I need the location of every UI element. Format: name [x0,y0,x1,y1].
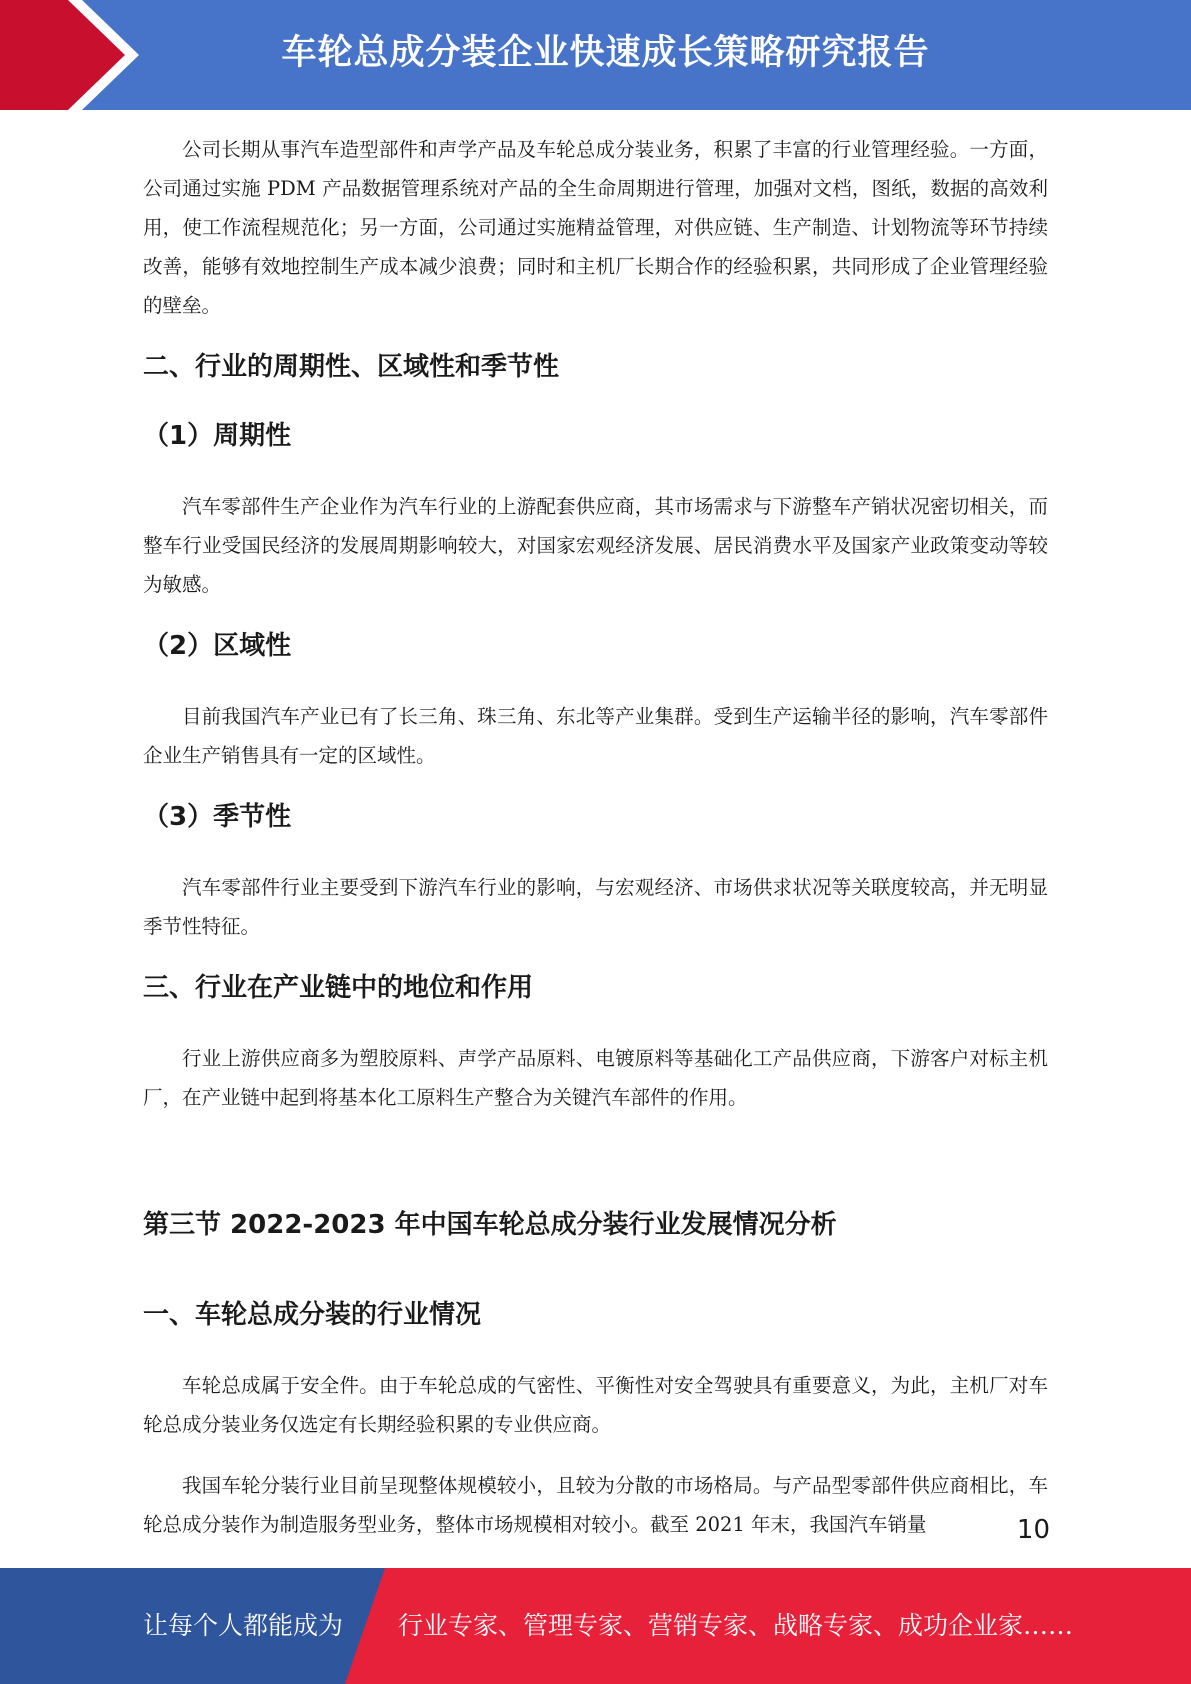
paragraph-regionality: 目前我国汽车产业已有了长三角、珠三角、东北等产业集群。受到生产运输半径的影响，汽车零部件企业生产销售具有一定的区域性。 [143,705,1048,767]
paragraph-seasonality: 汽车零部件行业主要受到下游汽车行业的影响，与宏观经济、市场供求状况等关联度较高，并无明显季节性特征。 [143,876,1048,938]
paragraph-safety-component: 车轮总成属于安全件。由于车轮总成的气密性、平衡性对安全驾驶具有重要意义，为此，主机厂对车轮总成分装业务仅选定有长期经验积累的专业供应商。 [143,1374,1048,1436]
paragraph-management-experience: 公司长期从事汽车造型部件和声学产品及车轮总成分装业务，积累了丰富的行业管理经验。一方面，公司通过实施 PDM 产品数据管理系统对产品的全生命周期进行管理，加强对文档，图纸，数据的高效利用，使工作流程规范化；另一方面，公司通过实施精益管理，对供应链、生产制造、计划物流等环节持续改善，能够有效地控制生产成本减少浪费；同时和主机厂长期合作的经验积累，共同形成了企业管理经验的壁垒。 [143,138,1048,317]
subheading-regionality: （2）区域性 [143,631,292,661]
heading-industry-chain-position: 三、行业在产业链中的地位和作用 [143,973,534,1003]
subheading-cyclicality: （1）周期性 [143,421,292,451]
paragraph-market-structure: 我国车轮分装行业目前呈现整体规模较小，且较为分散的市场格局。与产品型零部件供应商相比，车轮总成分装作为制造服务型业务，整体市场规模相对较小。截至 2021 年末，我国汽车销量 [143,1474,1048,1536]
heading-wheel-assembly-industry: 一、车轮总成分装的行业情况 [143,1300,482,1330]
heading-cyclical-regional-seasonal: 二、行业的周期性、区域性和季节性 [143,352,560,382]
page-header [0,0,1191,110]
section-heading-2022-2023: 第三节 2022-2023 年中国车轮总成分装行业发展情况分析 [143,1210,837,1240]
page-footer [0,1568,1191,1684]
footer-slogan-right: 行业专家、管理专家、营销专家、战略专家、成功企业家…… [398,1611,1074,1640]
paragraph-cyclicality: 汽车零部件生产企业作为汽车行业的上游配套供应商，其市场需求与下游整车产销状况密切相关，而整车行业受国民经济的发展周期影响较大，对国家宏观经济发展、居民消费水平及国家产业政策变动等较为敏感。 [143,495,1048,596]
footer-slogan-left: 让每个人都能成为 [143,1611,344,1640]
document-body [143,130,1048,1544]
report-title: 车轮总成分装企业快速成长策略研究报告 [281,33,930,73]
subheading-seasonality: （3）季节性 [143,802,292,832]
page-number: 10 [1016,1515,1050,1545]
paragraph-industry-chain: 行业上游供应商多为塑胶原料、声学产品原料、电镀原料等基础化工产品供应商，下游客户对标主机厂，在产业链中起到将基本化工原料生产整合为关键汽车部件的作用。 [143,1047,1048,1109]
